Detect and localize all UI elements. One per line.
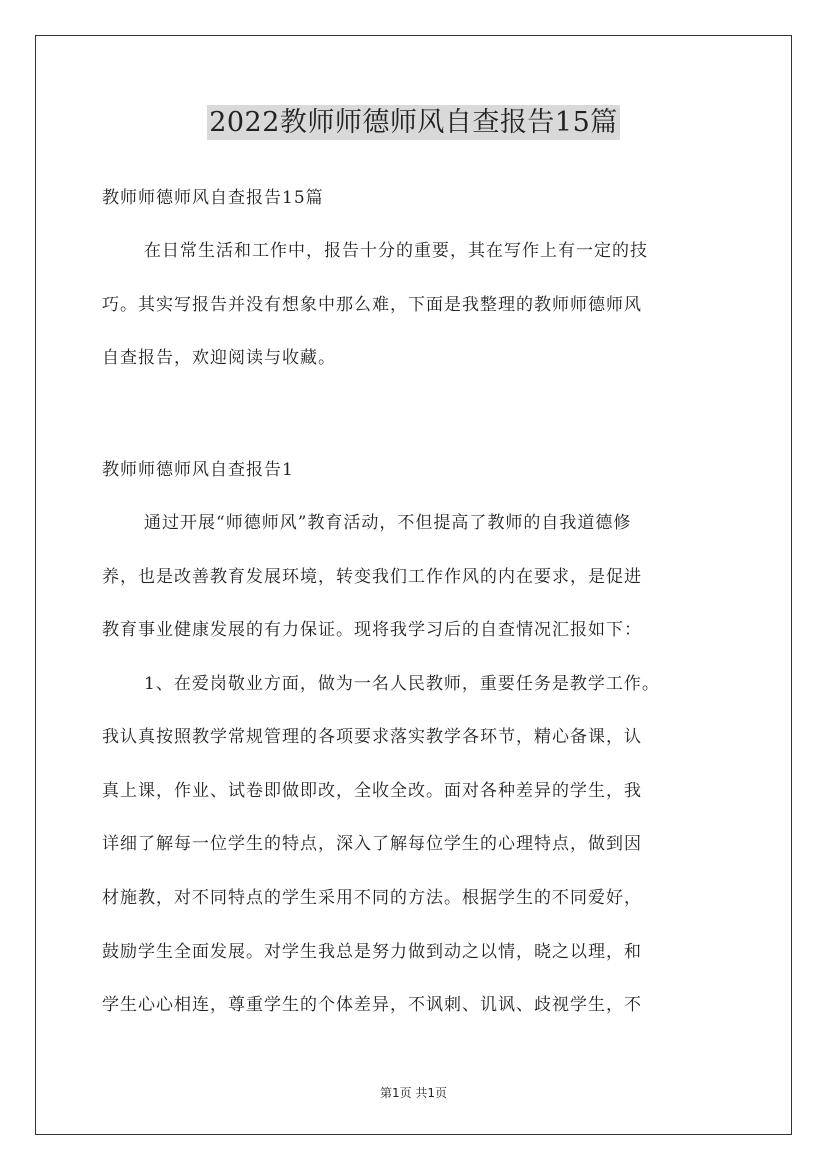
body-line: 我认真按照教学常规管理的各项要求落实教学各环节，精心备课，认	[102, 727, 642, 747]
document-title: 2022教师师德师风自查报告15篇	[209, 107, 618, 138]
body-line: 真上课，作业、试卷即做即改，全收全改。面对各种差异的学生，我	[102, 781, 642, 801]
body-line: 学生心心相连，尊重学生的个体差异，不讽刺、讥讽、歧视学生，不	[102, 995, 642, 1015]
body-line: 教育事业健康发展的有力保证。现将我学习后的自查情况汇报如下：	[102, 620, 642, 640]
intro-line: 巧。其实写报告并没有想象中那么难，下面是我整理的教师师德师风	[102, 295, 642, 315]
section-heading: 教师师德师风自查报告1	[102, 460, 294, 480]
body-line: 通过开展“师德师风”教育活动，不但提高了教师的自我道德修	[144, 513, 632, 533]
body-line: 材施教，对不同特点的学生采用不同的方法。根据学生的不同爱好，	[102, 888, 642, 908]
intro-line: 在日常生活和工作中，报告十分的重要，其在写作上有一定的技	[144, 241, 648, 261]
document-subtitle: 教师师德师风自查报告15篇	[102, 188, 324, 208]
body-line: 1、在爱岗敬业方面，做为一名人民教师，重要任务是教学工作。	[144, 674, 660, 694]
body-line: 详细了解每一位学生的特点，深入了解每位学生的心理特点，做到因	[102, 834, 642, 854]
body-line: 鼓励学生全面发展。对学生我总是努力做到动之以情，晓之以理，和	[102, 942, 642, 962]
intro-line: 自查报告，欢迎阅读与收藏。	[102, 348, 336, 368]
body-line: 养，也是改善教育发展环境，转变我们工作作风的内在要求，是促进	[102, 567, 642, 587]
page-number: 第1页 共1页	[379, 1086, 448, 1100]
document-title-block	[0, 100, 827, 139]
